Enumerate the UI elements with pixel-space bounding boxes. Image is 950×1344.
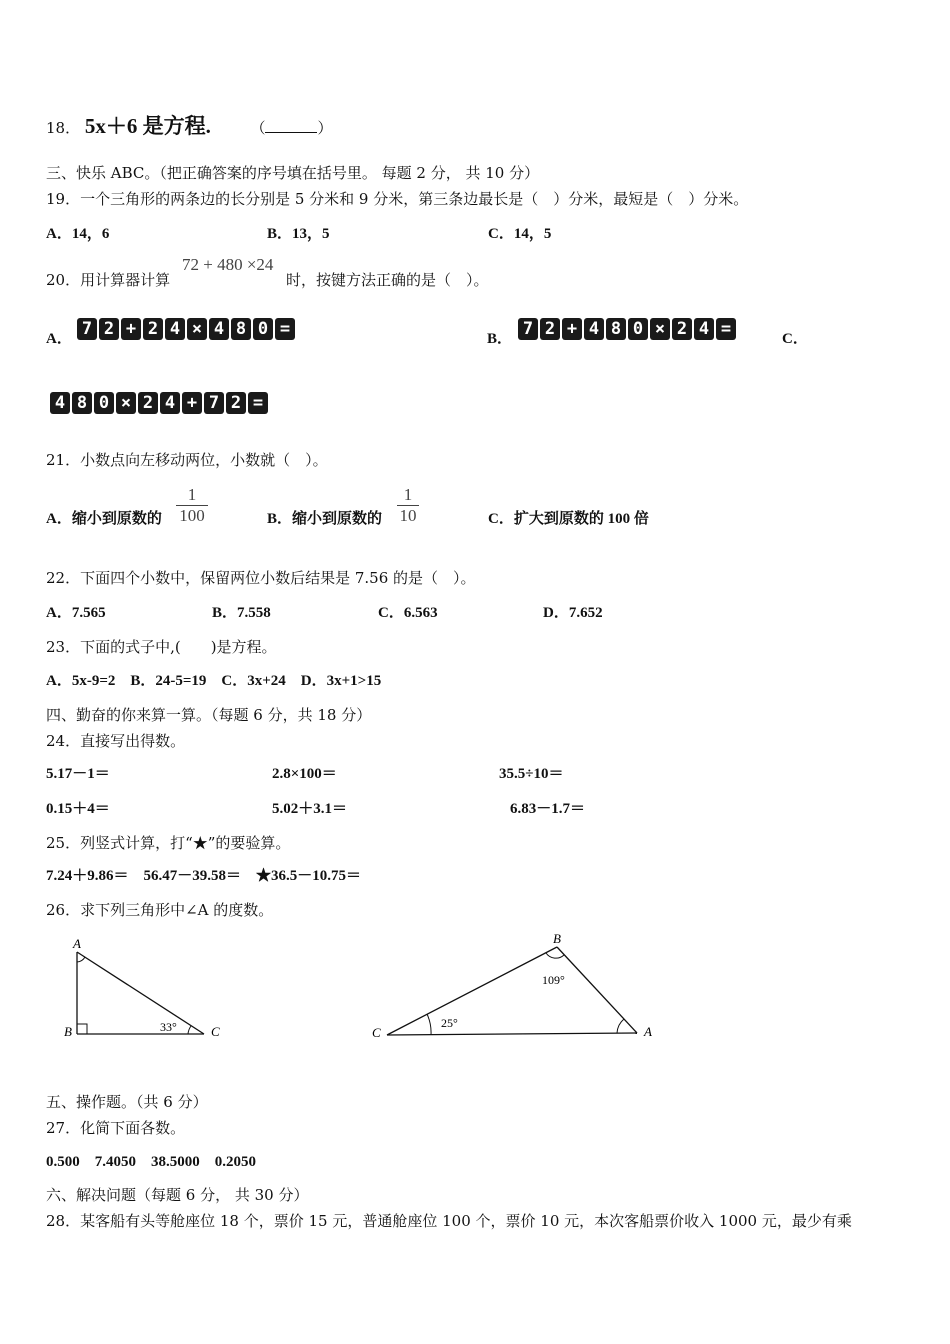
q20-option-b-keys[interactable]	[518, 318, 736, 340]
q18-number: 18．	[46, 119, 81, 137]
calculator-key: 0	[253, 318, 273, 340]
q26-triangle-2	[365, 932, 665, 1044]
vertex-c-label: C	[211, 1024, 220, 1039]
q20-option-a-keys[interactable]	[77, 318, 295, 340]
angle-c-arc	[188, 1026, 191, 1034]
q18-paren-open: （	[250, 119, 266, 137]
q20-stem-part2: 时，按键方法正确的是（ ）。	[286, 271, 489, 289]
vertex-b-label: B	[553, 932, 561, 946]
q24-item: 35.5÷10＝	[499, 766, 564, 782]
q22-option-b[interactable]: B．7.558	[212, 605, 271, 621]
q27-numbers: 0.500 7.4050 38.5000 0.2050	[46, 1154, 257, 1170]
angle-a-arc	[617, 1019, 624, 1033]
angle-c-value: 33°	[160, 1020, 177, 1034]
q24-stem: 24．直接写出得数。	[46, 732, 186, 750]
calculator-key: 7	[204, 392, 224, 414]
calculator-key: 2	[99, 318, 119, 340]
angle-b-value: 109°	[542, 973, 565, 987]
q28-stem: 28．某客船有头等舱座位 18 个，票价 15 元，普通舱座位 100 个，票价 10 元，本次客船票价收入 1000 元，最少有乘	[46, 1212, 852, 1230]
section-5-heading: 五、操作题。（共 6 分）	[46, 1093, 208, 1111]
calculator-key: 4	[584, 318, 604, 340]
calculator-key: +	[562, 318, 582, 340]
calculator-key: 0	[628, 318, 648, 340]
vertex-a-label: A	[644, 1024, 652, 1039]
q21-option-b[interactable]: B．缩小到原数的	[267, 511, 383, 527]
calculator-key: +	[121, 318, 141, 340]
q20-option-b-label[interactable]: B．	[487, 331, 513, 347]
q18-expression: 5x＋6 是方程.	[84, 114, 211, 138]
calculator-key: 8	[72, 392, 92, 414]
q24-item: 0.15＋4＝	[46, 801, 110, 817]
q19-stem: 19．一个三角形的两条边的长分别是 5 分米和 9 分米，第三条边最长是（ ）分米，最短是（ ）分米。	[46, 190, 749, 208]
q24-item: 6.83－1.7＝	[510, 801, 586, 817]
q23-stem: 23．下面的式子中,( )是方程。	[46, 638, 277, 656]
calculator-key: 7	[77, 318, 97, 340]
calculator-key: 4	[165, 318, 185, 340]
calculator-key: 8	[606, 318, 626, 340]
triangle-2-side-ba	[557, 947, 637, 1033]
q27-stem: 27．化简下面各数。	[46, 1119, 186, 1137]
calculator-key: ×	[116, 392, 136, 414]
triangle-1-side-ac	[77, 952, 204, 1034]
calculator-key: 8	[231, 318, 251, 340]
q26-triangle-1	[60, 934, 240, 1044]
q25-problems: 7.24＋9.86＝ 56.47－39.58＝ ★36.5－10.75＝	[46, 868, 362, 884]
angle-b-arc	[546, 953, 564, 958]
calculator-key: 2	[138, 392, 158, 414]
calculator-key: 4	[50, 392, 70, 414]
q21-frac-a-denominator: 100	[179, 506, 205, 525]
calculator-key: +	[182, 392, 202, 414]
q20-option-c-keys[interactable]	[50, 392, 268, 414]
q22-option-a[interactable]: A．7.565	[46, 605, 106, 621]
q21-stem: 21．小数点向左移动两位，小数就（ ）。	[46, 451, 328, 469]
calculator-key: =	[248, 392, 268, 414]
calculator-key: 4	[209, 318, 229, 340]
q20-option-a-label[interactable]: A．	[46, 331, 72, 347]
calculator-key: =	[716, 318, 736, 340]
q24-item: 5.17－1＝	[46, 766, 110, 782]
calculator-key: 0	[94, 392, 114, 414]
q24-item: 2.8×100＝	[272, 766, 337, 782]
q23-options[interactable]: A．5x-9=2 B．24-5=19 C．3x+24 D．3x+1>15	[46, 673, 382, 689]
calculator-key: 2	[143, 318, 163, 340]
q22-stem: 22．下面四个小数中，保留两位小数后结果是 7.56 的是（ ）。	[46, 569, 476, 587]
calculator-key: 4	[694, 318, 714, 340]
calculator-key: 2	[540, 318, 560, 340]
calculator-key: 2	[226, 392, 246, 414]
q21-frac-a-numerator: 1	[187, 485, 197, 504]
q19-option-c[interactable]: C．14，5	[488, 226, 552, 242]
right-angle-mark	[77, 1024, 87, 1034]
angle-a-arc	[77, 957, 85, 962]
angle-c-arc	[427, 1014, 431, 1035]
q21-frac-b-denominator: 10	[399, 506, 417, 525]
q20-option-c-label[interactable]: C．	[782, 331, 808, 347]
q21-frac-b-numerator: 1	[403, 485, 413, 504]
angle-c-value: 25°	[441, 1016, 458, 1030]
section-4-heading: 四、勤奋的你来算一算。（每题 6 分，共 18 分）	[46, 706, 372, 724]
calculator-key: 7	[518, 318, 538, 340]
calculator-key: ×	[650, 318, 670, 340]
q21-option-c[interactable]: C．扩大到原数的 100 倍	[488, 511, 649, 527]
q19-option-b[interactable]: B．13，5	[267, 226, 330, 242]
q20-stem-part1: 20．用计算器计算	[46, 271, 171, 289]
q18-paren-close: ）	[317, 119, 333, 137]
q24-item: 5.02＋3.1＝	[272, 801, 348, 817]
q20-expression: 72 + 480 ×24	[182, 255, 274, 274]
q22-option-d[interactable]: D．7.652	[543, 605, 603, 621]
q19-option-a[interactable]: A．14，6	[46, 226, 110, 242]
q18	[46, 114, 332, 140]
section-6-heading: 六、解决问题（每题 6 分， 共 30 分）	[46, 1186, 309, 1204]
vertex-c-label: C	[372, 1025, 381, 1040]
triangle-2-side-cb	[387, 947, 557, 1035]
q21-option-a-fraction	[176, 485, 208, 526]
q26-stem: 26．求下列三角形中∠A 的度数。	[46, 901, 274, 919]
calculator-key: =	[275, 318, 295, 340]
calculator-key: 2	[672, 318, 692, 340]
q21-option-b-fraction	[397, 485, 419, 526]
triangle-2-side-ca	[387, 1033, 637, 1035]
section-3-heading: 三、快乐 ABC。（把正确答案的序号填在括号里。 每题 2 分， 共 10 分）	[46, 164, 540, 182]
calculator-key: 4	[160, 392, 180, 414]
q22-option-c[interactable]: C．6.563	[378, 605, 438, 621]
vertex-b-label: B	[64, 1024, 72, 1039]
q21-option-a[interactable]: A．缩小到原数的	[46, 511, 162, 527]
vertex-a-label: A	[73, 936, 81, 951]
calculator-key: ×	[187, 318, 207, 340]
q25-stem: 25．列竖式计算，打“★”的要验算。	[46, 834, 291, 852]
q18-answer-blank[interactable]	[265, 120, 317, 133]
